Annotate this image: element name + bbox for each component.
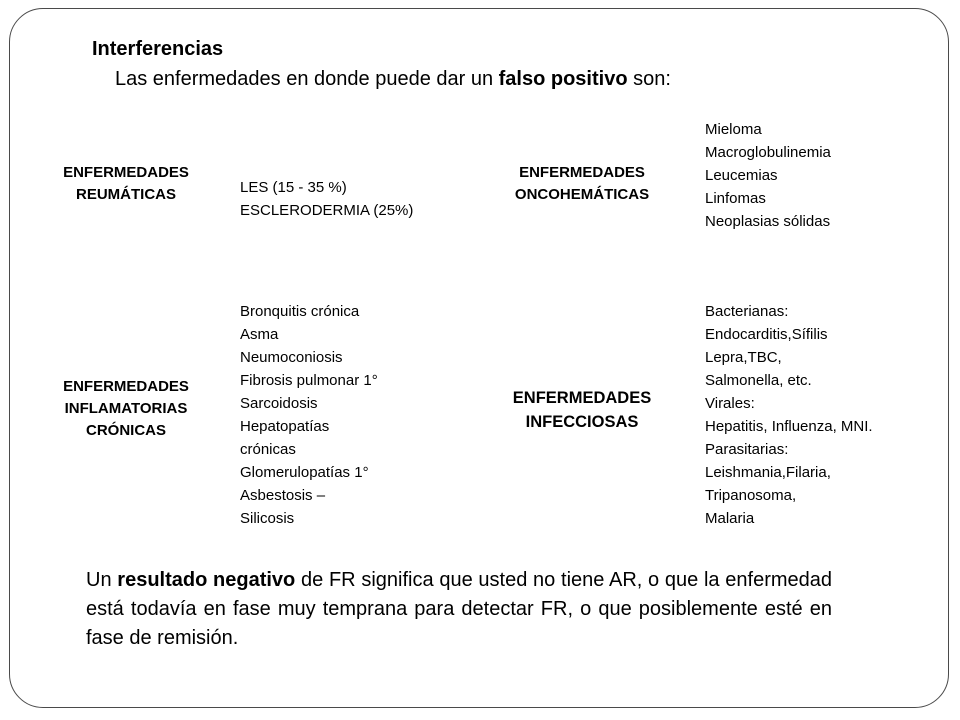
header-oncohematicas bbox=[478, 162, 686, 206]
list-item: Linfomas bbox=[705, 190, 766, 207]
header-infecciosas bbox=[478, 386, 686, 434]
paragraph-emphasis: resultado negativo bbox=[117, 569, 296, 591]
paragraph-text-before: Un bbox=[86, 569, 118, 591]
list-item: Silicosis bbox=[240, 510, 295, 527]
header-line: ENFERMEDADES bbox=[512, 389, 652, 407]
list-item: Salmonella, etc. bbox=[705, 372, 812, 389]
cell-oncohematicas bbox=[705, 118, 831, 233]
header-inflamatorias bbox=[34, 376, 218, 442]
list-item: Mieloma bbox=[705, 121, 762, 138]
header-line: REUMÁTICAS bbox=[76, 186, 176, 203]
header-line: CRÓNICAS bbox=[85, 422, 166, 439]
header-line: ENFERMEDADES bbox=[63, 378, 189, 395]
list-item: Glomerulopatías 1° bbox=[240, 464, 369, 481]
cell-reumaticas bbox=[240, 176, 413, 222]
list-item: Bronquitis crónica bbox=[240, 303, 360, 320]
list-item: crónicas bbox=[240, 441, 296, 458]
list-item: LES (15 - 35 %) bbox=[240, 179, 347, 196]
list-item: Hepatopatías bbox=[240, 418, 330, 435]
list-item: Tripanosoma, bbox=[705, 487, 797, 504]
conclusion-paragraph bbox=[86, 566, 832, 653]
slide-subtitle bbox=[115, 68, 671, 91]
list-item: Endocarditis,Sífilis bbox=[705, 326, 828, 343]
subtitle-emphasis: falso positivo bbox=[498, 68, 628, 90]
list-item: Sarcoidosis bbox=[240, 395, 318, 412]
list-item: Malaria bbox=[705, 510, 755, 527]
header-line: INFLAMATORIAS bbox=[64, 400, 188, 417]
cell-inflamatorias bbox=[240, 300, 378, 530]
list-item: Bacterianas: bbox=[705, 303, 789, 320]
list-item: Neoplasias sólidas bbox=[705, 213, 831, 230]
list-item: Fibrosis pulmonar 1° bbox=[240, 372, 378, 389]
header-line: ENFERMEDADES bbox=[63, 164, 189, 181]
list-item: Leucemias bbox=[705, 167, 778, 184]
list-item: Virales: bbox=[705, 395, 755, 412]
list-item: Asma bbox=[240, 326, 279, 343]
header-line: ENFERMEDADES bbox=[519, 164, 645, 181]
header-line: ONCOHEMÁTICAS bbox=[514, 186, 650, 203]
slide-title: Interferencias bbox=[92, 38, 224, 60]
header-line: INFECCIOSAS bbox=[525, 413, 639, 431]
header-reumaticas bbox=[34, 162, 218, 206]
list-item: ESCLERODERMIA (25%) bbox=[240, 202, 414, 219]
list-item: Asbestosis – bbox=[240, 487, 326, 504]
cell-infecciosas bbox=[705, 300, 873, 530]
list-item: Macroglobulinemia bbox=[705, 144, 831, 161]
paragraph-text-after: de FR significa que usted no tiene AR, o que la enfermedad está todavía en fase muy temprana para detectar FR, o que posiblemente esté en fase de remisión. bbox=[86, 569, 833, 649]
list-item: Parasitarias: bbox=[705, 441, 789, 458]
subtitle-text-before: Las enfermedades en donde puede dar un bbox=[115, 68, 499, 90]
list-item: Hepatitis, Influenza, MNI. bbox=[705, 418, 873, 435]
subtitle-text-after: son: bbox=[627, 68, 671, 90]
list-item: Lepra,TBC, bbox=[705, 349, 782, 366]
list-item: Leishmania,Filaria, bbox=[705, 464, 831, 481]
list-item: Neumoconiosis bbox=[240, 349, 343, 366]
